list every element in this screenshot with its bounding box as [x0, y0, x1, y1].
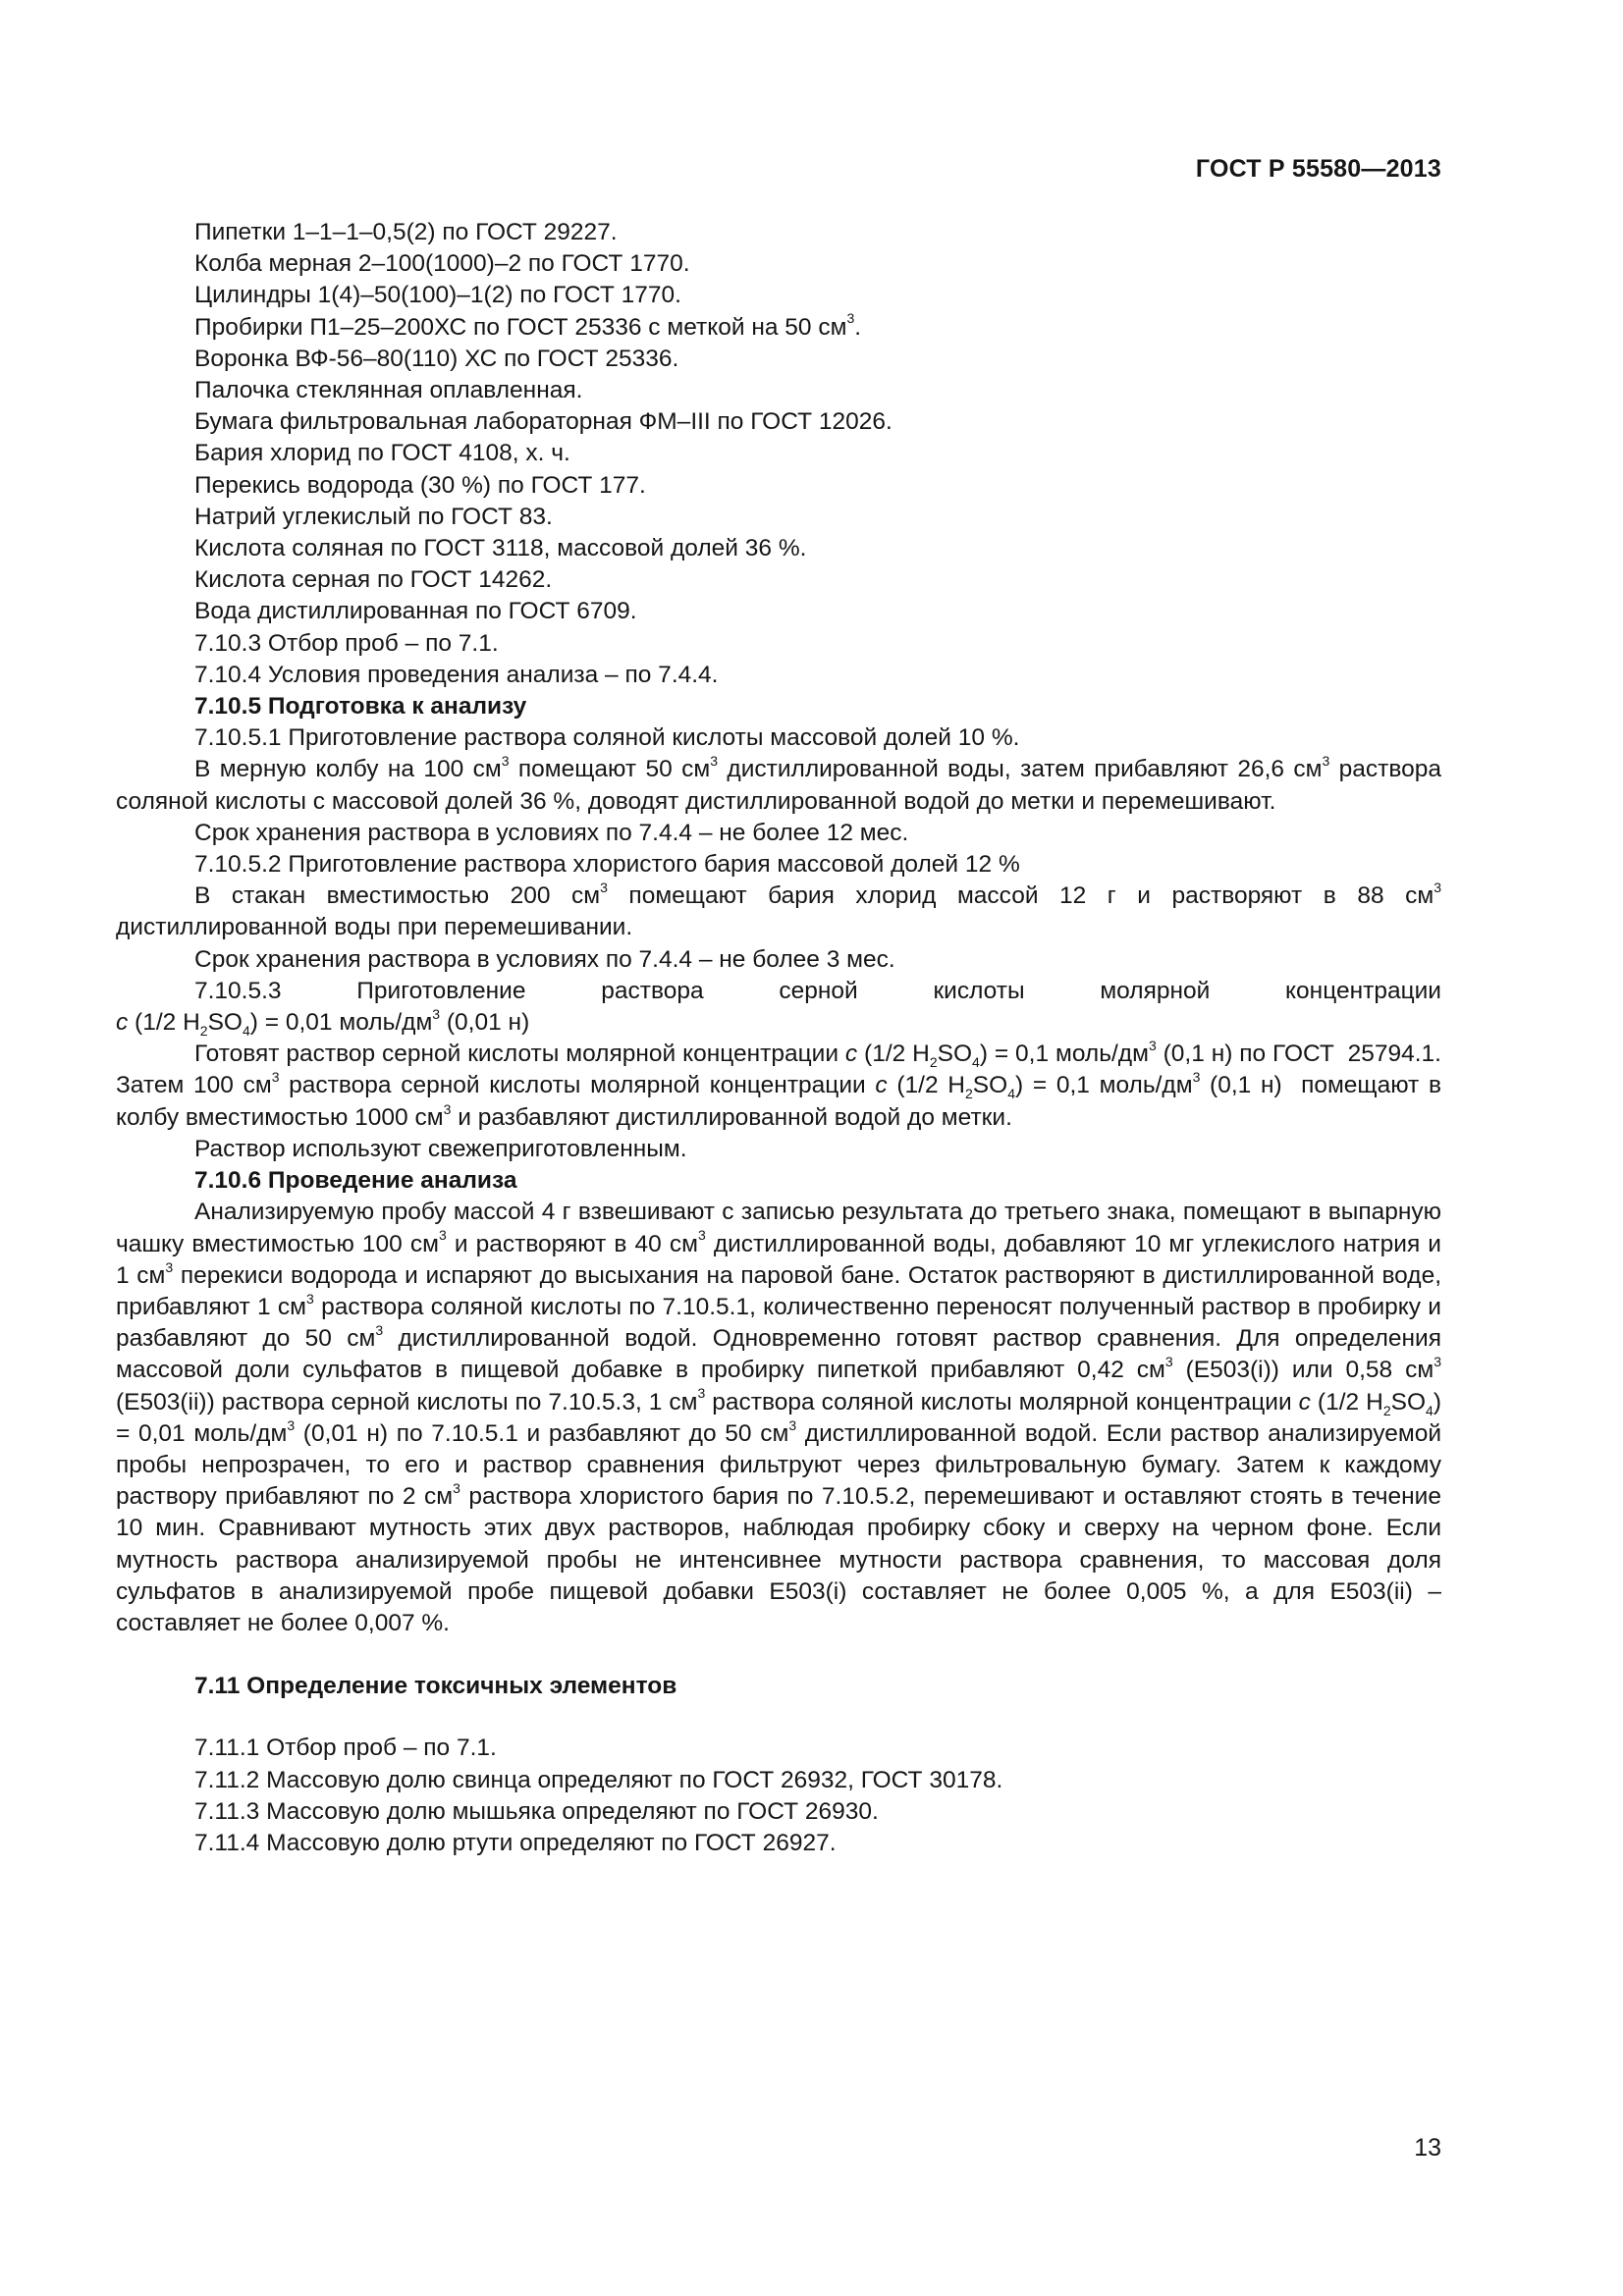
section-heading-7-11: 7.11 Определение токсичных элементов [194, 1673, 677, 1700]
paragraph: Раствор используют свежеприготовленным. [194, 1135, 687, 1162]
document-body [116, 217, 1441, 1859]
list-item: Кислота серная по ГОСТ 14262. [194, 566, 553, 594]
paragraph: Анализируемую пробу массой 4 г взвешивают с записью результата до третьего знака, помещают в выпарную чашку вместимостью 100 $см^3$ и растворяют в 40 $см^3$ дистиллированной воды, добавляют 10 мг углекислого натрия и 1 $см^3$ перекиси водорода и испаряют до высыхания на паровой бане. Остаток растворяют в дистиллированной воде, прибавляют 1 $см^3$ раствора соляной кислоты по 7.10.5.1, количественно переносят полученный раствор в пробирку и разбавляют до 50 $см^3$ дистиллированной водой. Одновременно готовят раствор сравнения. Для определения массовой доли сульфатов в пищевой добавке в пробирку пипеткой прибавляют 0,42 $см^3$ (Е503(i)) или 0,58 $см^3$ (Е503(ii)) раствора серной кислоты по 7.10.5.3, 1 $см^3$ раствора соляной кислоты молярной концентрации c (1/2 $H_2SO_4) = 0,01$ моль/$дм^3$ (0,01 н) по 7.10.5.1 и разбавляют до 50 $см^3$ дистиллированной водой. Если раствор анализируемой пробы непрозрачен, то его и раствор сравнения фильтруют через фильтровальную бумагу. Затем к каждому раствору прибавляют по 2 $см^3$ раствора хлористого бария по 7.10.5.2, перемешивают и оставляют стоять в течение 10 мин. Сравнивают мутность этих двух растворов, наблюдая пробирку сбоку и сверху на черном фоне. Если мутность раствора анализируемой пробы не интенсивнее мутности раствора сравнения, то массовая доля сульфатов в анализируемой пробе пищевой добавки Е503(i) составляет не более 0,005 %, а для Е503(ii) – составляет не более 0,007 %. [116, 1199, 1442, 1636]
list-item: Натрий углекислый по ГОСТ 83. [194, 503, 553, 530]
clause-7-10-5-1: 7.10.5.1 Приготовление раствора соляной кислоты массовой долей 10 %. [194, 724, 1020, 752]
list-item: Пипетки 1–1–1–0,5(2) по ГОСТ 29227. [194, 219, 618, 245]
list-item: Воронка ВФ-56–80(110) ХС по ГОСТ 25336. [194, 345, 679, 372]
list-item: Кислота соляная по ГОСТ 3118, массовой долей 36 %. [194, 535, 807, 562]
page-number: 13 [1414, 2134, 1441, 2162]
paragraph: Срок хранения раствора в условиях по 7.4.4 – не более 12 мес. [194, 819, 909, 846]
formula-line: c (1/2 $H_2SO_4) = 0,01$ моль/$дм^3$ (0,01 н) [116, 1005, 530, 1039]
clause-7-11-3: 7.11.3 Массовую долю мышьяка определяют по ГОСТ 26930. [194, 1797, 879, 1825]
list-item: Палочка стеклянная оплавленная. [194, 377, 583, 404]
section-heading-7-10-6: 7.10.6 Проведение анализа [194, 1167, 517, 1195]
paragraph: Готовят раствор серной кислоты молярной концентрации c (1/2 $H_2SO_4) = 0,1$ моль/$дм^3$ (0,1 н) по ГОСТ 25794.1. Затем 100 $см^3$ раствора серной кислоты молярной концентрации c (1/2 $H_2SO_4) = 0,1$ моль/$дм^3$ (0,1 н) помещают в колбу вместимостью 1000 $см^3$ и разбавляют дистиллированной водой до метки. [116, 1038, 1441, 1131]
section-heading-7-10-5: 7.10.5 Подготовка к анализу [194, 693, 527, 721]
list-item: Перекись водорода (30 %) по ГОСТ 177. [194, 471, 646, 499]
list-item: Вода дистиллированная по ГОСТ 6709. [194, 598, 637, 625]
clause-7-10-3: 7.10.3 Отбор проб – по 7.1. [194, 629, 499, 657]
clause-7-11-1: 7.11.1 Отбор проб – по 7.1. [194, 1735, 497, 1762]
document-code: ГОСТ Р 55580—2013 [1195, 155, 1441, 183]
list-item: Колба мерная 2–100(1000)–2 по ГОСТ 1770. [194, 250, 690, 278]
paragraph: В мерную колбу на 100 $см^3$ помещают 50 $см^3$ дистиллированной воды, затем прибавляют 26,6 $см^3$ раствора соляной кислоты с массовой долей 36 %, доводят дистиллированной водой до метки и перемешивают. [116, 753, 1441, 815]
clause-7-11-2: 7.11.2 Массовую долю свинца определяют по ГОСТ 26932, ГОСТ 30178. [194, 1766, 1003, 1793]
paragraph: В стакан вместимостью 200 $см^3$ помещают бария хлорид массой 12 г и растворяют в 88 $см^3$ дистиллированной воды при перемешивании. [116, 880, 1441, 941]
list-item: Бумага фильтровальная лабораторная ФМ–III по ГОСТ 12026. [194, 408, 893, 436]
paragraph: Срок хранения раствора в условиях по 7.4.4 – не более 3 мес. [194, 945, 895, 973]
clause-7-11-4: 7.11.4 Массовую долю ртути определяют по ГОСТ 26927. [194, 1829, 837, 1856]
clause-7-10-4: 7.10.4 Условия проведения анализа – по 7.4.4. [194, 661, 719, 688]
list-item: Цилиндры 1(4)–50(100)–1(2) по ГОСТ 1770. [194, 282, 681, 309]
clause-7-10-5-2: 7.10.5.2 Приготовление раствора хлористого бария массовой долей 12 % [194, 851, 1020, 879]
list-item: Бария хлорид по ГОСТ 4108, х. ч. [194, 440, 570, 467]
list-item: Пробирки П1–25–200ХС по ГОСТ 25336 с меткой на 50 $см^3$. [194, 310, 862, 341]
clause-7-10-5-3: 7.10.5.3 Приготовление раствора серной кислоты молярной концентрации [194, 977, 1441, 1004]
